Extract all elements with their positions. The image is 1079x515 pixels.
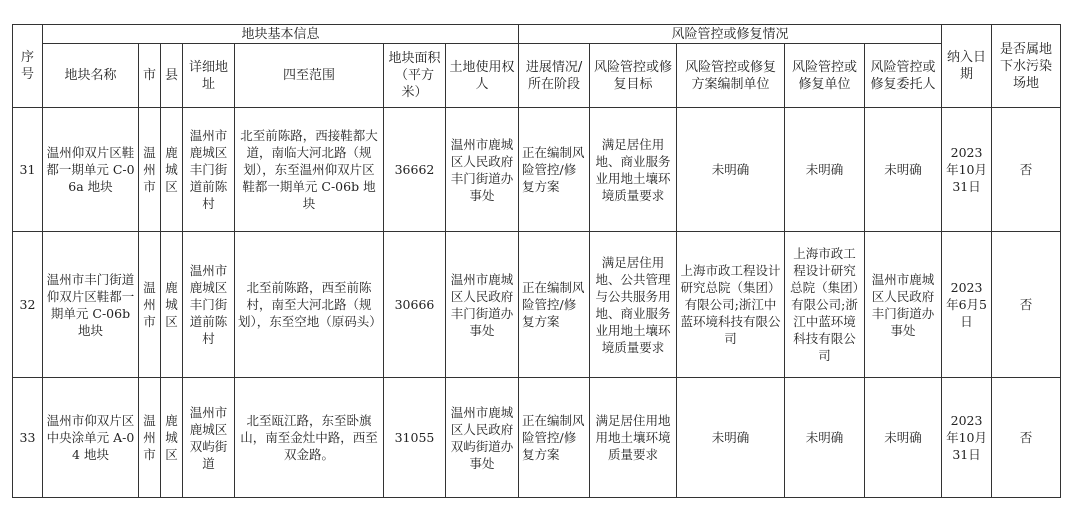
header-address: 详细地址 bbox=[183, 44, 235, 108]
cell-boundary: 北至瓯江路，东至卧旗山，南至金灶中路，西至双金路。 bbox=[235, 378, 384, 498]
cell-plot-name: 温州仰双片区鞋都一期单元 C-06a 地块 bbox=[43, 108, 139, 232]
cell-plan-unit: 上海市政工程设计研究总院（集团）有限公司;浙江中蓝环境科技有限公司 bbox=[677, 232, 785, 378]
cell-plot-name: 温州市丰门街道仰双片区鞋都一期单元 C-06b 地块 bbox=[43, 232, 139, 378]
cell-area: 36662 bbox=[384, 108, 446, 232]
header-repair-unit: 风险管控或修复单位 bbox=[785, 44, 865, 108]
cell-target: 满足居住用地用地土壤环境质量要求 bbox=[590, 378, 677, 498]
cell-county: 鹿城区 bbox=[161, 378, 183, 498]
header-index: 序号 bbox=[13, 25, 43, 108]
cell-address: 温州市鹿城区丰门街道前陈村 bbox=[183, 232, 235, 378]
cell-plan-unit: 未明确 bbox=[677, 378, 785, 498]
cell-plot-name: 温州市仰双片区中央涂单元 A-04 地块 bbox=[43, 378, 139, 498]
cell-progress: 正在编制风险管控/修复方案 bbox=[519, 232, 590, 378]
cell-land-owner: 温州市鹿城区人民政府丰门街道办事处 bbox=[446, 108, 519, 232]
cell-index: 32 bbox=[13, 232, 43, 378]
cell-client: 未明确 bbox=[865, 378, 942, 498]
cell-repair-unit: 上海市政工程设计研究总院（集团）有限公司;浙江中蓝环境科技有限公司 bbox=[785, 232, 865, 378]
header-underground-water: 是否属地下水污染场地 bbox=[992, 25, 1061, 108]
cell-address: 温州市鹿城区双屿街道 bbox=[183, 378, 235, 498]
cell-index: 31 bbox=[13, 108, 43, 232]
cell-target: 满足居住用地、公共管理与公共服务用地、商业服务业用地土壤环境质量要求 bbox=[590, 232, 677, 378]
header-include-date: 纳入日期 bbox=[942, 25, 992, 108]
cell-city: 温州市 bbox=[139, 108, 161, 232]
cell-include-date: 2023年10月31日 bbox=[942, 378, 992, 498]
cell-progress: 正在编制风险管控/修复方案 bbox=[519, 378, 590, 498]
cell-plan-unit: 未明确 bbox=[677, 108, 785, 232]
header-city: 市 bbox=[139, 44, 161, 108]
header-row-sub bbox=[13, 44, 1061, 108]
cell-city: 温州市 bbox=[139, 232, 161, 378]
contaminated-plot-table bbox=[12, 24, 1061, 498]
header-row-top bbox=[13, 25, 1061, 44]
cell-progress: 正在编制风险管控/修复方案 bbox=[519, 108, 590, 232]
cell-target: 满足居住用地、商业服务业用地土壤环境质量要求 bbox=[590, 108, 677, 232]
cell-repair-unit: 未明确 bbox=[785, 108, 865, 232]
cell-area: 30666 bbox=[384, 232, 446, 378]
cell-index: 33 bbox=[13, 378, 43, 498]
header-land-owner: 土地使用权人 bbox=[446, 44, 519, 108]
cell-address: 温州市鹿城区丰门街道前陈村 bbox=[183, 108, 235, 232]
header-county: 县 bbox=[161, 44, 183, 108]
cell-underground-water: 否 bbox=[992, 108, 1061, 232]
table-row bbox=[13, 108, 1061, 232]
header-area: 地块面积（平方米） bbox=[384, 44, 446, 108]
cell-area: 31055 bbox=[384, 378, 446, 498]
cell-land-owner: 温州市鹿城区人民政府丰门街道办事处 bbox=[446, 232, 519, 378]
table-row bbox=[13, 378, 1061, 498]
header-boundary: 四至范围 bbox=[235, 44, 384, 108]
header-risk-info: 风险管控或修复情况 bbox=[519, 25, 942, 44]
table-row bbox=[13, 232, 1061, 378]
header-plot-name: 地块名称 bbox=[43, 44, 139, 108]
cell-include-date: 2023年6月5日 bbox=[942, 232, 992, 378]
cell-county: 鹿城区 bbox=[161, 108, 183, 232]
header-progress: 进展情况/所在阶段 bbox=[519, 44, 590, 108]
cell-land-owner: 温州市鹿城区人民政府双屿街道办事处 bbox=[446, 378, 519, 498]
cell-city: 温州市 bbox=[139, 378, 161, 498]
cell-repair-unit: 未明确 bbox=[785, 378, 865, 498]
cell-boundary: 北至前陈路，西接鞋都大道，南临大河北路（规划），东至温州仰双片区鞋都一期单元 C-06b 地块 bbox=[235, 108, 384, 232]
header-target: 风险管控或修复目标 bbox=[590, 44, 677, 108]
cell-boundary: 北至前陈路，西至前陈村，南至大河北路（规划），东至空地（原码头） bbox=[235, 232, 384, 378]
cell-underground-water: 否 bbox=[992, 232, 1061, 378]
header-basic-info: 地块基本信息 bbox=[43, 25, 519, 44]
header-client: 风险管控或修复委托人 bbox=[865, 44, 942, 108]
header-plan-unit: 风险管控或修复方案编制单位 bbox=[677, 44, 785, 108]
cell-include-date: 2023年10月31日 bbox=[942, 108, 992, 232]
cell-underground-water: 否 bbox=[992, 378, 1061, 498]
cell-client: 温州市鹿城区人民政府丰门街道办事处 bbox=[865, 232, 942, 378]
cell-county: 鹿城区 bbox=[161, 232, 183, 378]
cell-client: 未明确 bbox=[865, 108, 942, 232]
